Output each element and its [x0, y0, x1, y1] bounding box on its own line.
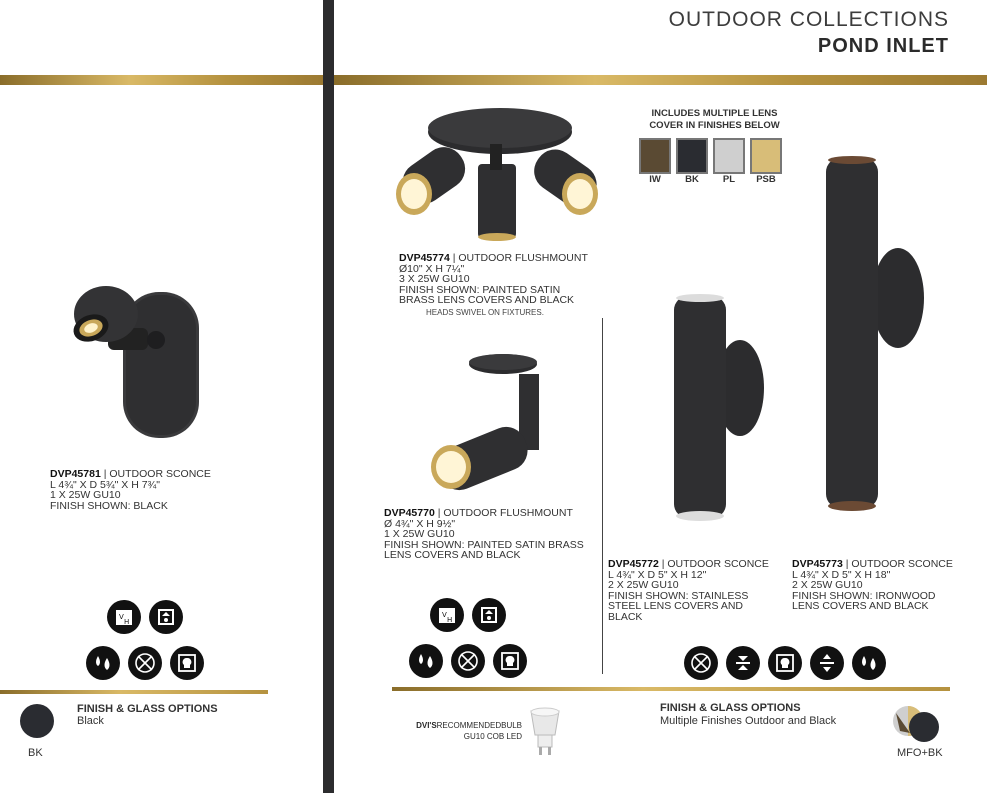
finish-cont: LENS COVERS AND BLACK — [384, 549, 521, 562]
model-number: DVP45774 — [399, 252, 450, 264]
dvp45773-specs — [792, 559, 953, 612]
model-number: DVP45773 — [792, 558, 843, 570]
lens-swatch-bk — [676, 138, 708, 185]
finish-code-left: BK — [28, 747, 43, 759]
product-type: | OUTDOOR SCONCE — [658, 558, 769, 570]
swatch-code: IW — [649, 174, 661, 185]
bulb-icon — [170, 646, 204, 680]
swatch-color — [713, 138, 745, 174]
dvp45770-specs — [384, 508, 584, 561]
bulb-spec: 3 X 25W GU10 — [399, 273, 470, 286]
bulb-type: GU10 COB LED — [463, 732, 522, 741]
swatch-code: PL — [722, 174, 736, 185]
finish-cont-2: BLACK — [608, 610, 643, 623]
finish: FINISH SHOWN: PAINTED SATIN — [399, 283, 561, 296]
bulb-recommendation — [398, 720, 522, 742]
model-number: DVP45770 — [384, 507, 435, 519]
dvp45772-image — [668, 290, 768, 522]
bulb-brand: DVI'S — [416, 721, 437, 730]
finish-cont: STEEL LENS COVERS AND — [608, 600, 743, 613]
dimensions: L 4¾" X D 5" X H 18" — [792, 568, 891, 581]
bulb-rec-label: RECOMMENDEDBULB — [436, 721, 522, 730]
lens-options-title-1: INCLUDES MULTIPLE LENS — [651, 108, 778, 119]
adjustable-icon — [810, 646, 844, 680]
finish-cont: BRASS LENS COVERS AND BLACK — [399, 294, 575, 307]
svg-text:H: H — [124, 618, 130, 626]
bulb-spec: 1 X 25W GU10 — [50, 489, 121, 502]
dvp45781-specs — [50, 469, 211, 511]
model-number: DVP45772 — [608, 558, 659, 570]
wet-location-icon — [86, 646, 120, 680]
dvp45773-image — [820, 152, 930, 514]
swatch-color — [639, 138, 671, 174]
no-dimming-icon — [451, 644, 485, 678]
bulb-spec: 1 X 25W GU10 — [384, 528, 455, 541]
dimensions: Ø 4¾" X H 9½" — [384, 517, 456, 530]
vertical-horizontal-mount-icon — [107, 600, 141, 634]
gu10-bulb-icon — [528, 707, 562, 759]
finish-options-title-left: FINISH & GLASS OPTIONS — [77, 703, 218, 715]
finish-code-right: MFO+BK — [897, 747, 943, 759]
dvp45772-specs — [608, 559, 769, 623]
product-type: | OUTDOOR SCONCE — [100, 468, 211, 480]
collection-title: OUTDOOR COLLECTIONS — [668, 8, 949, 31]
product-type: | OUTDOOR FLUSHMOUNT — [449, 252, 588, 264]
bulb-icon — [768, 646, 802, 680]
bulb-icon — [493, 644, 527, 678]
finish: FINISH SHOWN: STAINLESS — [608, 589, 749, 602]
wall-mount-swivel-icon — [149, 600, 183, 634]
gold-rule-left — [0, 75, 323, 85]
column-separator — [602, 318, 603, 674]
finish-swatch-black — [20, 704, 54, 738]
lens-options — [632, 108, 797, 185]
wet-location-icon — [852, 646, 886, 680]
icons-right — [684, 646, 916, 680]
product-type: | OUTDOOR FLUSHMOUNT — [434, 507, 573, 519]
dvp45774-specs — [399, 253, 588, 319]
dvp45781-image — [66, 282, 204, 440]
dimensions: Ø10" X H 7¼" — [399, 262, 465, 275]
swatch-code: PSB — [756, 174, 776, 185]
finish: FINISH SHOWN: IRONWOOD — [792, 589, 936, 602]
svg-text:H: H — [447, 616, 453, 624]
swatch-color — [676, 138, 708, 174]
swivel-note: HEADS SWIVEL ON FIXTURES. — [426, 307, 544, 317]
lens-swatch-psb — [750, 138, 782, 185]
dimensions: L 4¾" X D 5¾" X H 7¾" — [50, 478, 161, 491]
gold-rule-bottom-left — [0, 690, 268, 694]
dvp45774-image — [392, 104, 604, 246]
product-type: | OUTDOOR SCONCE — [842, 558, 953, 570]
lens-options-title-2: COVER IN FINISHES BELOW — [649, 120, 780, 131]
bulb-spec: 2 X 25W GU10 — [792, 579, 863, 592]
gold-rule-right — [334, 75, 987, 85]
lens-swatch-iw — [639, 138, 671, 185]
dimensions: L 4¾" X D 5" X H 12" — [608, 568, 707, 581]
swatch-color — [750, 138, 782, 174]
dvp45770-image — [427, 352, 545, 502]
svg-text:V: V — [119, 613, 124, 621]
wall-mount-swivel-icon — [472, 598, 506, 632]
finish-swatch-mfo-bk — [892, 703, 942, 745]
svg-text:V: V — [442, 611, 447, 619]
finish-cont: LENS COVERS AND BLACK — [792, 600, 929, 613]
icons-mid — [398, 598, 538, 678]
lens-swatch-pl — [713, 138, 745, 185]
vertical-horizontal-mount-icon — [430, 598, 464, 632]
lens-swatch-row — [632, 138, 797, 185]
up-down-light-icon — [726, 646, 760, 680]
wet-location-icon — [409, 644, 443, 678]
swatch-code: BK — [685, 174, 699, 185]
finish: FINISH SHOWN: BLACK — [50, 499, 168, 512]
finish-options-sub-left: Black — [77, 715, 104, 727]
finish-options-sub-right: Multiple Finishes Outdoor and Black — [660, 715, 837, 727]
bulb-spec: 2 X 25W GU10 — [608, 579, 679, 592]
finish: FINISH SHOWN: PAINTED SATIN BRASS — [384, 538, 584, 551]
product-line-title: POND INLET — [817, 35, 949, 57]
finish-options-title-right: FINISH & GLASS OPTIONS — [660, 702, 801, 714]
gold-rule-bottom-right — [392, 687, 950, 691]
model-number: DVP45781 — [50, 468, 101, 480]
icons-left — [75, 600, 215, 680]
no-dimming-icon — [128, 646, 162, 680]
no-dimming-icon — [684, 646, 718, 680]
center-divider — [323, 0, 334, 793]
